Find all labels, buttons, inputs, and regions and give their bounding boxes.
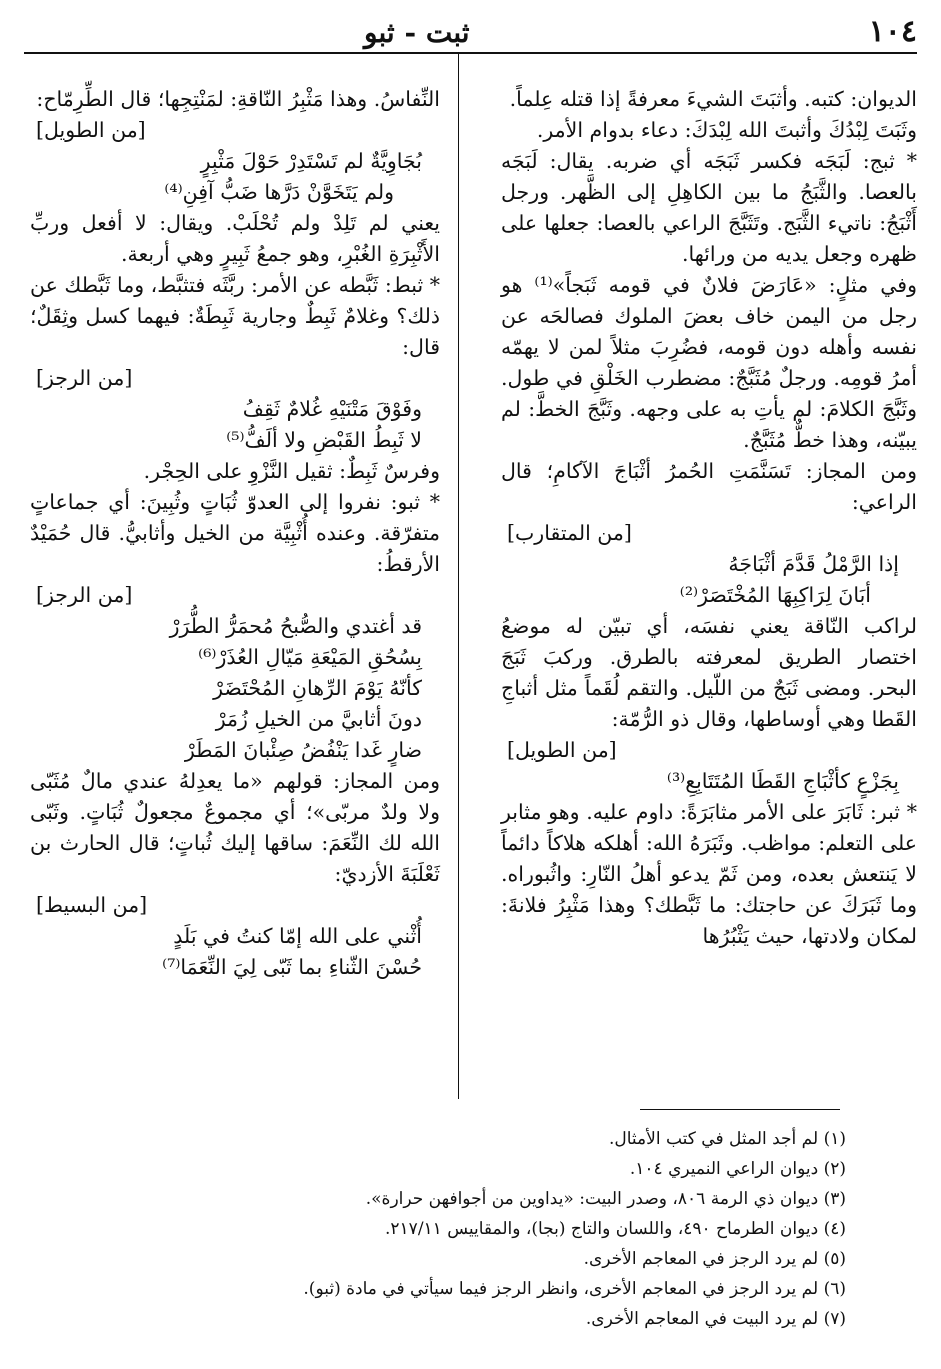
page-header [24,12,917,52]
entry-thabat: * ثبط: ثَبَّطه عن الأمر: ربَّثَه فتثبَّط، وما ثَبَّطك عن ذلك؟ وغلامٌ ثَبِطٌ وجارية ثَبِطَةٌ: فيهما كسل وثِقَلٌ؛ قال: [30,273,440,359]
meter-label: [من الطويل] [36,118,146,142]
paragraph: ومن المجاز: تَسَنَّمَتِ الحُمرُ أثْبَاجَ الآكامِ؛ قال الراعي: [501,459,917,514]
verse-line: كأنّهُ يَوْمَ الرِّهانِ المُحْتَضَرْ [213,676,422,700]
entry-thabar: * ثبر: ثَابَرَ على الأمر مثابَرَةً: داوم عليه. وهو مثابر على التعلم: مواظب. وثَبَرَهُ الله: أهلكه هلاكاً دائماً لا يَنتعش بعده، ومن ثَمّ يدعو أهلُ النّارِ: واثُبوراه. وما ثَبَرَكَ عن حاجتك: ما ثَبَّطك؟ وهذا مَثْبِرُ فلانةَ: لمكان ولادتها، حيث يَثْبُرُها [501,800,917,948]
footnote: (٧) لم يرد البيت في المعاجم الأخرى. [585,1309,846,1329]
footnotes [86,1124,846,1334]
footnote: (٣) ديوان ذي الرمة ٨٠٦، وصدر البيت: «يداوين من أجوافهن حرارة». [365,1189,846,1209]
verse-line: دونَ أثابيَّ من الخيلِ زُمَرْ [215,707,422,731]
footnote: (٢) ديوان الراعي النميري ١٠٤. [629,1159,846,1179]
paragraph: ومن المجاز: قولهم «ما يعدِلهُ عندي مالٌ مُثَبّى ولا ولدٌ مربّى»؛ أي مجموعٌ مجعولٌ ثُبَاتٍ. وثَبّى الله لك النِّعَمَ: ساقها إليك ثُباتٍ؛ قال الحارث بن ثَعْلَبَةَ الأزديّ: [30,769,440,886]
paragraph: يعني لم تَلِدْ ولم تُحْلَبْ. ويقال: لا أفعل وربِّ الأَثْبِرَةِ الغُبْرِ، وهو جمعُ ثَبِيرٍ وهي أربعة. [30,211,440,266]
verse-line: بُجَاوِيَّةٌ لم تَسْتَدِرْ حَوْلَ مَثْبِرٍ [200,149,422,173]
paragraph: وفرسٌ ثَبِطٌ: ثقيل النَّزْوِ على الحِجْر. [143,459,440,483]
meter-label: [من البسيط] [36,893,148,917]
meter-label: [من المتقارب] [507,521,632,545]
verse-line: بِجَزْعٍ كأثْبَاجِ القَطَا المُتَتَابِعِ⁽³⁾ [666,769,899,793]
page-number: ١٠٤ [868,14,917,49]
entry-thabaj: * ثبج: لَبَجَه فكسر ثَبَجَه أي ضربه. يقال: لَبَجَه بالعصا. والثَّبَجُ ما بين الكاهِلِ إلى الظَّهر. ورجل أَثْبَجُ: ناتيء الثَّبَج. وتَثَبَّجَ الراعي بالعصا: جعلها على ظهره وجعل يديه من ورائها. [501,149,917,266]
footnote-rule [640,1109,840,1110]
verse-line: قد أغتدي والصُّبحُ مُحمَرُّ الطُّرَرْ [169,614,422,638]
right-column [501,84,917,952]
left-column [30,84,440,983]
column-divider [458,54,459,1099]
meter-label: [من الرجز] [36,583,133,607]
footnote: (١) لم أجد المثل في كتب الأمثال. [608,1129,846,1149]
header-rule [24,52,917,54]
verse-line: حُسْنَ الثّناءِ بما ثَبّى لِيَ النِّعَمَا⁽⁷⁾ [162,955,422,979]
footnote: (٦) لم يرد الرجز في المعاجم الأخرى، وانظر الرجز فيما سيأتي في مادة (ثبو). [303,1279,846,1299]
verse-line: أبَانَ لِرَاكِبِهَا المُخْتَصَرْ⁽²⁾ [679,583,871,607]
verse-line: وفَوْقَ مَتْنَيْهِ غُلامٌ ثَقِفُ [242,397,422,421]
meter-label: [من الطويل] [507,738,617,762]
footnote: (٥) لم يرد الرجز في المعاجم الأخرى. [583,1249,846,1269]
paragraph: وثَبَتَ لِبْدُكَ وأثبتَ الله لِبْدَكَ: دعاء بدوام الأمر. [536,118,917,142]
meter-label: [من الرجز] [36,366,133,390]
verse-line: بِسُحُقِ المَيْعَةِ مَيّالِ العُذَرْ⁽⁶⁾ [198,645,422,669]
verse-line: لا ثَبِطُ القَبْضِ ولا ألَفُّ⁽⁵⁾ [226,428,422,452]
paragraph: النِّفاسُ. وهذا مَثْبِرُ النّاقةِ: لمَنْتِجِها؛ قال الطِّرِمّاح: [36,87,440,111]
paragraph: الديوان: كتبه. وأثبَتَ الشيءَ معرفةً إذا قتله عِلماً. [509,87,917,111]
paragraph: لراكب النّاقة يعني نفسَه، أي تبيّن له موضعُ اختصار الطريق لمعرفته بالطرق. وركبَ ثَبَجَ البحر. ومضى ثَبَجٌ من اللّيل. والتقم لُقَماً مثل أثباجِ القَطا وهي أوساطها، وقال ذو الرُّمّة: [501,614,917,731]
verse-line: ولم يَتَخَوَّنْ دَرَّها ضَبُّ آفِنِ⁽⁴⁾ [164,180,394,204]
entry-thabw: * ثبو: نفروا إلى العدوّ ثُبَاتٍ وثُبِينَ: أي جماعاتٍ متفرّقة. وعنده أُثْبِيَّة من الخيل وأثابيُّ. قال حُمَيْدٌ الأرقطُ: [30,490,440,576]
page-title: ثبت - ثبو [364,16,470,49]
footnote: (٤) ديوان الطرماح ٤٩٠، واللسان والتاج (بجا)، والمقاييس ٢١٧/١١. [385,1219,846,1239]
verse-line: إذا الرَّمْلُ قَدَّمَ أثْبَاجَهُ [728,552,899,576]
verse-line: ضارٍ غَدا يَنْفُضُ صِئْبانَ المَطَرْ [184,738,422,762]
verse-line: أُثْني على الله إمّا كنتُ في بَلَدٍ [173,924,422,948]
paragraph: وفي مثلٍ: «عَارَضَ فلانٌ في قومه ثَبَجاً»⁽¹⁾ هو رجل من اليمن خاف بعضَ الملوك فصالحَه عن نفسه وأهله دون قومه، فضُرِبَ مثلاً لمن لا يهمّه أمرُ قومِه. ورجلٌ مُثَبَّجٌ: مضطرب الخَلْقِ في طول. وثَبَّجَ الكلامَ: لم يأتِ به على وجهه. وثَبَّجَ الخطَّ: لم يبيّنه، وهذا خطٌّ مُثَبَّجٌ. [501,273,918,452]
